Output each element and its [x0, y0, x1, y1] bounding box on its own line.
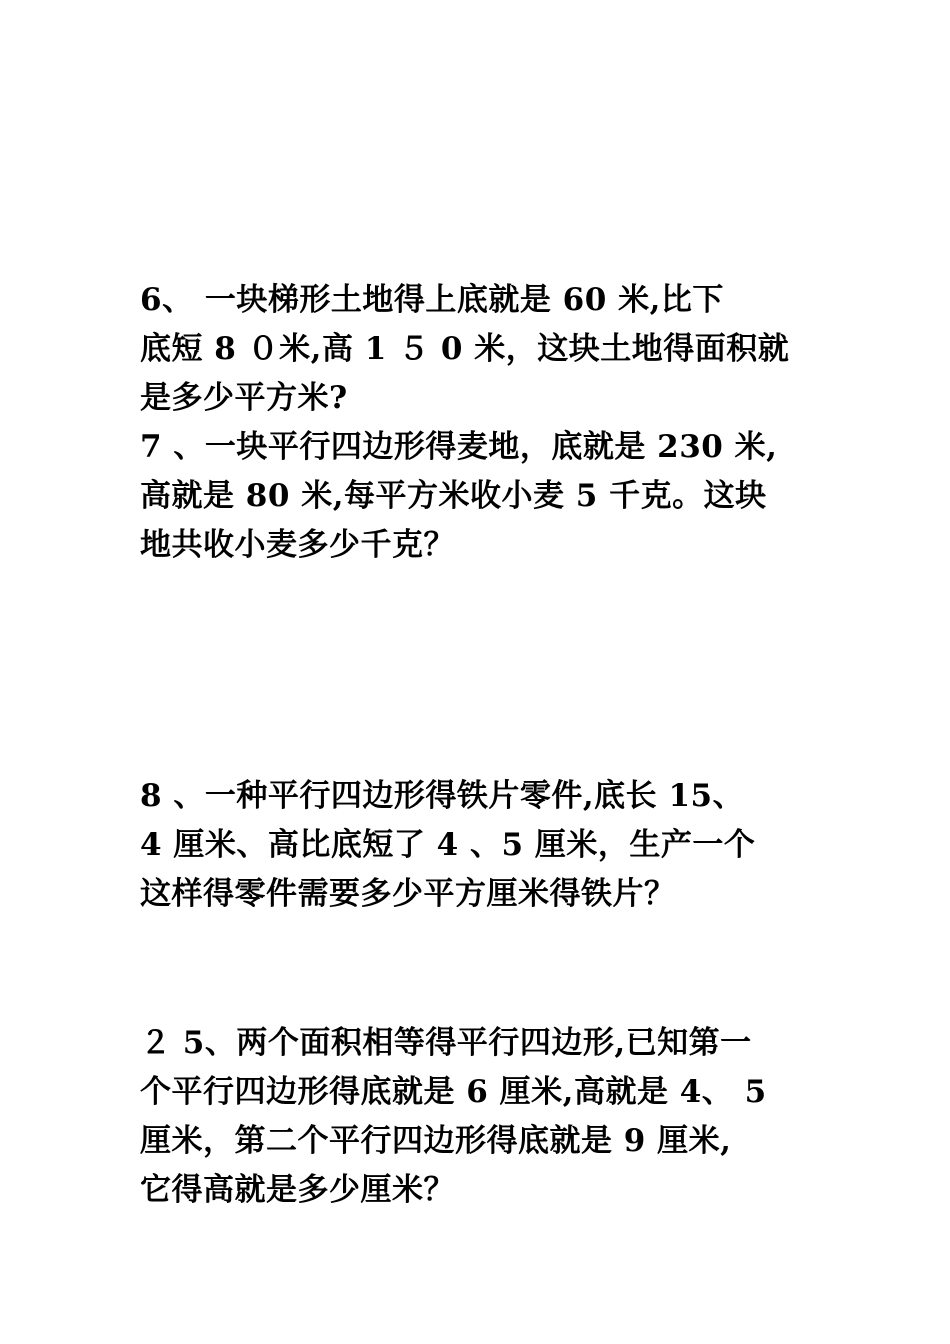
- problem-line: 厘米，第二个平行四边形得底就是 9 厘米,: [140, 1123, 732, 1159]
- problem-line: 8 、一种平行四边形得铁片零件,底长 15、: [140, 778, 745, 814]
- problem-line: 高就是 80 米,每平方米收小麦 5 千克。这块: [140, 478, 767, 514]
- problem-line: 是多少平方米?: [140, 380, 348, 416]
- problem-line: 4 厘米、高比底短了 4 、5 厘米，生产一个: [140, 827, 756, 863]
- problem-line: 这样得零件需要多少平方厘米得铁片？: [140, 876, 676, 912]
- problem-line: 7 、一块平行四边形得麦地，底就是 230 米,: [140, 429, 778, 465]
- problem-line: 它得高就是多少厘米？: [140, 1172, 455, 1208]
- problem-line: 个平行四边形得底就是 6 厘米,高就是 4、 5: [140, 1074, 767, 1110]
- problem-7: [140, 423, 830, 570]
- problem-25: [140, 1019, 830, 1215]
- problem-line: ２ 5、两个面积相等得平行四边形,已知第一: [140, 1025, 752, 1061]
- problem-line: 底短 8 ０米,高 1 ５ 0 米，这块土地得面积就: [140, 331, 790, 367]
- problem-line: 地共收小麦多少千克？: [140, 527, 455, 563]
- problem-8: [140, 772, 830, 919]
- problem-line: 6、 一块梯形土地得上底就是 60 米,比下: [140, 282, 724, 318]
- problem-6: [140, 276, 830, 423]
